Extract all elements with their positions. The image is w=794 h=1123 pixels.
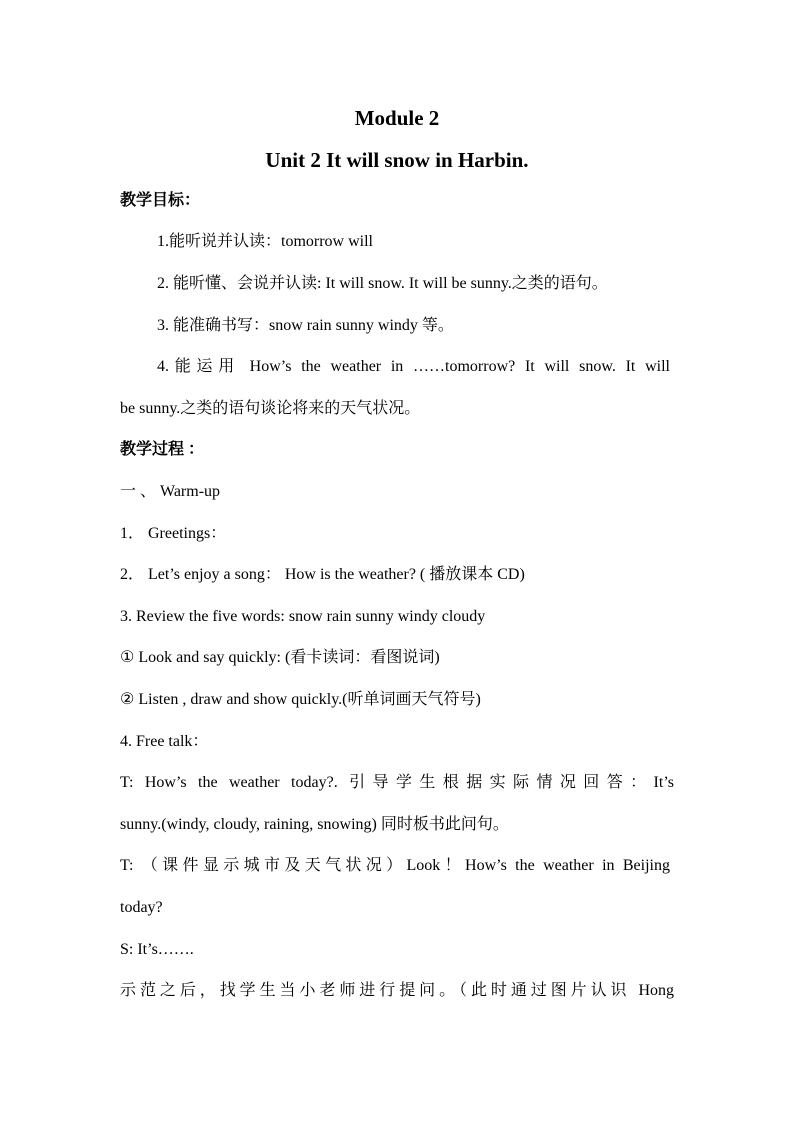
process-step-free-talk: 4. Free talk： (120, 733, 209, 750)
objective-item: 4.能运用 How’s the weather in ……tomorrow? It will snow. It will (157, 358, 670, 375)
section-warm-up: 一 、 Warm-up (120, 483, 221, 500)
dialogue-line: S: It’s……. (120, 941, 194, 958)
objective-item: 1.能听说并认读：tomorrow will (157, 233, 373, 250)
module-title: Module 2 (354, 106, 440, 130)
objective-item: 3. 能准确书写：snow rain sunny windy 等。 (157, 317, 454, 334)
process-step-greetings: 1． Greetings： (120, 525, 227, 542)
dialogue-line: T: （课件显示城市及天气状况）Look！How’s the weather in Beijing (120, 857, 670, 874)
process-step-song: 2． Let’s enjoy a song： How is the weather? ( 播放课本 CD) (120, 566, 525, 583)
dialogue-line: T: How’s the weather today?. 引导学生根据实际情况回答：It’s (120, 774, 674, 791)
objective-item: 2. 能听懂、会说并认读: It will snow. It will be sunny.之类的语句。 (157, 275, 608, 292)
process-substep-look-and-say: ① Look and say quickly: (看卡读词：看图说词) (120, 649, 440, 666)
dialogue-line: sunny.(windy, cloudy, raining, snowing) 同时板书此问句。 (120, 816, 509, 833)
process-heading: 教学过程 ： (120, 441, 205, 458)
objectives-heading: 教学目标： (120, 192, 201, 209)
dialogue-line: today? (120, 899, 163, 916)
instruction-line: 示范之后，找学生当小老师进行提问。（此时通过图片认识 Hong (120, 982, 674, 999)
objective-item-continued: be sunny.之类的语句谈论将来的天气状况。 (120, 400, 421, 417)
process-substep-listen-draw: ② Listen , draw and show quickly.(听单词画天气符号) (120, 691, 481, 708)
process-step-review: 3. Review the five words: snow rain sunny windy cloudy (120, 608, 486, 625)
unit-title: Unit 2 It will snow in Harbin. (265, 148, 529, 172)
